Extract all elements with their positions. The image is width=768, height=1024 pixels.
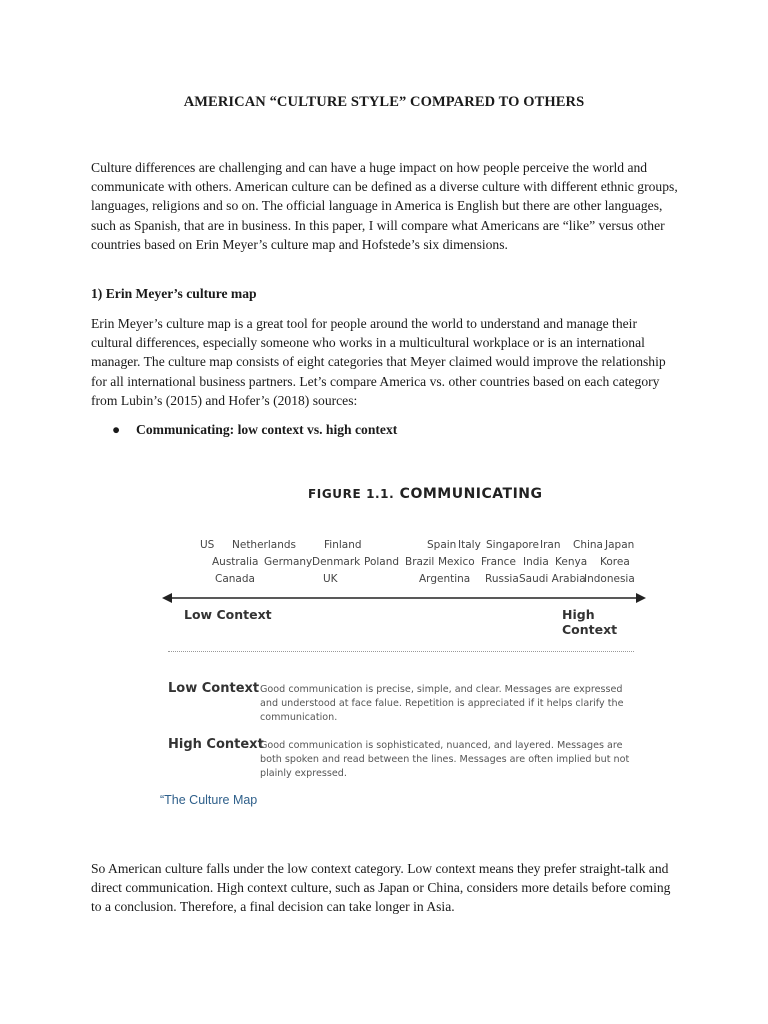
low-context-term: Low Context xyxy=(168,681,260,696)
country-label: Spain xyxy=(427,539,457,551)
high-context-axis-label: High Context xyxy=(562,607,618,637)
low-context-definition: Good communication is precise, simple, and clear. Messages are expressed and understood at face falue. Repetition is appreciated if it helps clarify the communication. xyxy=(260,684,624,723)
figure-caption: “The Culture Map xyxy=(160,793,258,807)
country-label: Mexico xyxy=(438,556,475,568)
country-label: UK xyxy=(323,573,338,585)
section-heading: 1) Erin Meyer’s culture map xyxy=(91,286,257,301)
figure-number: FIGURE 1.1. xyxy=(308,487,395,501)
figure-title xyxy=(308,486,543,502)
figure-divider xyxy=(168,651,634,652)
country-label: Brazil xyxy=(405,556,435,568)
country-label: France xyxy=(481,556,516,568)
context-axis-arrow xyxy=(160,588,650,608)
bullet-icon: ● xyxy=(112,422,121,437)
high-context-definition: Good communication is sophisticated, nuanced, and layered. Messages are both spoken and read between the lines. Messages are often implied but not plainly expressed. xyxy=(260,740,630,779)
communicating-figure xyxy=(160,480,650,810)
country-label: Iran xyxy=(540,539,561,551)
intro-paragraph: Culture differences are challenging and can have a huge impact on how people perceive the world and communicate with others. American culture can be defined as a diverse culture with different ethnic groups, languages, religions and so on. The official language in America is English but there are other languages, such as Spanish, that are in business. In this paper, I will compare what Americans are “like” versus other countries based on Erin Meyer’s culture map and Hofstede’s six dimensions. xyxy=(91,160,678,252)
bullet-text: Communicating: low context vs. high context xyxy=(136,422,398,437)
country-label: Japan xyxy=(605,539,635,551)
figure-name: COMMUNICATING xyxy=(399,486,543,502)
country-label: China xyxy=(573,539,603,551)
bullet-item xyxy=(112,422,397,438)
country-label: Denmark xyxy=(312,556,361,568)
conclusion-paragraph: So American culture falls under the low context category. Low context means they prefer straight-talk and direct communication. High context culture, such as Japan or China, considers more details before coming to a conclusion. Therefore, a final decision can take longer in Asia. xyxy=(91,861,671,915)
country-label: Finland xyxy=(324,539,362,551)
country-label: Canada xyxy=(215,573,255,585)
country-label: Korea xyxy=(600,556,630,568)
country-label: Netherlands xyxy=(232,539,297,551)
country-label: US xyxy=(200,539,215,551)
country-label: Germany xyxy=(264,556,313,568)
country-label: Singapore xyxy=(486,539,539,551)
country-label: Kenya xyxy=(555,556,588,568)
document-title: AMERICAN “CULTURE STYLE” COMPARED TO OTHERS xyxy=(183,94,585,110)
country-label: Indonesia xyxy=(584,573,635,585)
country-label: Australia xyxy=(212,556,259,568)
culture-map-paragraph: Erin Meyer’s culture map is a great tool for people around the world to understand and manage their cultural differences, especially someone who works in a multicultural workplace or is an international manager. The culture map consists of eight categories that Meyer claimed would improve the relationship for all international business partners. Let’s compare America vs. other countries based on each category from Lubin’s (2015) and Hofer’s (2018) sources: xyxy=(91,316,666,408)
country-label: India xyxy=(523,556,549,568)
country-label: Saudi Arabia xyxy=(519,573,586,585)
country-label: Russia xyxy=(485,573,519,585)
country-label: Argentina xyxy=(419,573,471,585)
country-label: Poland xyxy=(364,556,400,568)
low-context-axis-label: Low Context xyxy=(184,607,272,622)
country-label: Italy xyxy=(458,539,481,551)
high-context-term: High Context xyxy=(168,737,264,752)
